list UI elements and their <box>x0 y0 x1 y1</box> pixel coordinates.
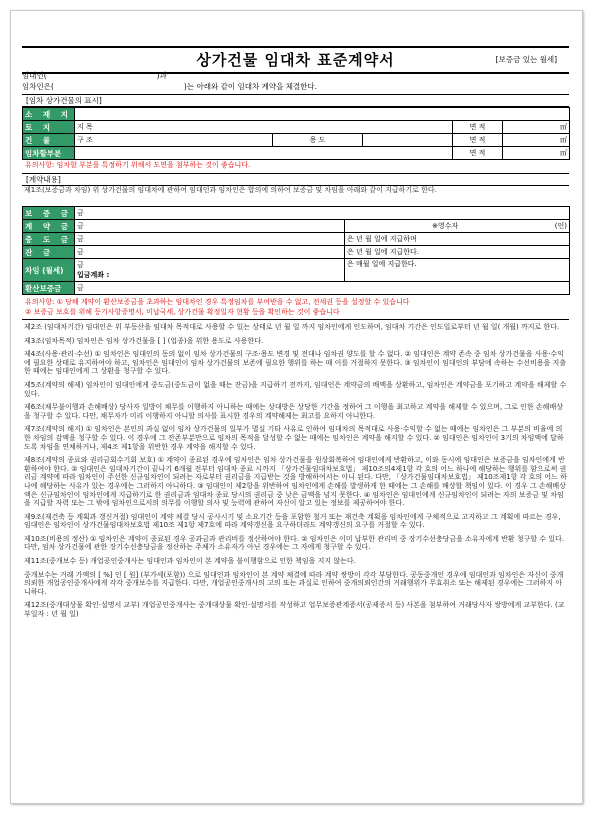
schedule-text: 은 년 월 일에 지급한다. <box>345 246 570 259</box>
amount-field[interactable]: 금 <box>75 220 345 233</box>
table-row <box>23 246 570 259</box>
article-11: 제11조(중개보수 등) 개업공인중개사는 임대인과 임차인이 본 계약을 불이행함으로 인한 책임을 지지 않는다. <box>24 557 356 566</box>
row-label: 임차할부분 <box>23 147 75 160</box>
payment-table <box>22 206 570 295</box>
article-9: 제9조(재건축 등 계획과 갱신거절) 임대인이 계약 체결 당시 공사시기 및 소요기간 등을 포함한 철거 또는 재건축 계획을 임차인에게 구체적으로 고지하고 그 계획에 따르는 경우, 임대인은 임차인이 상가건물임대차보호법 제10조 제1항 제7호에 따라 계약갱신을 요구하더라도 계약갱신의 요구를 거절할 수 있다. <box>24 512 561 530</box>
row-label: 중 도 금 <box>23 233 75 246</box>
receipt-label: ※영수자 <box>432 222 459 230</box>
payment-note-1: 유의사항: ① 당해 계약이 환산보증금을 초과하는 임대차인 경우 특정임차를 부여받을 수 없고, 전세권 등을 설정할 수 있습니다 <box>25 298 410 306</box>
seal-label: (인) <box>554 222 568 230</box>
row-label: 건 물 <box>23 134 75 147</box>
account-label: 입금계좌 : <box>77 271 110 279</box>
table-row <box>23 207 570 220</box>
area-unit[interactable]: ㎡ <box>503 134 570 147</box>
property-heading: [임차 상가건물의 표시] <box>22 94 569 107</box>
row-label: 보 증 금 <box>23 207 75 220</box>
row-label: 차임 (월세) <box>23 259 75 282</box>
table-row <box>23 121 570 134</box>
sub-label: 지 목 <box>75 121 453 134</box>
lessee-line <box>22 82 569 93</box>
lessor-mid: )과 <box>156 71 167 80</box>
article-5: 제5조(계약의 해제) 임차인이 임대인에게 중도금(중도금이 없을 때는 잔금)을 지급하기 전까지, 임대인은 계약금의 배액을 상환하고, 임차인은 계약금을 포기하고 계약을 해제할 수 있다. <box>24 380 567 398</box>
amount-field[interactable]: 금 <box>75 246 345 259</box>
article-2: 제2조 (임대차기간) 임대인은 위 부동산을 임대차 목적대로 사용할 수 있는 상태로 년 월 일 까지 임차인에게 인도하며, 임대차 기간은 인도일로부터 년 월 일( 개월) 까지로 한다. <box>24 323 560 331</box>
article-7: 제7조(계약의 해지) ① 임차인은 본인의 과실 없이 임차 상가건물의 일부가 멸실 기타 사유로 인하여 임대차의 목적대로 사용·수익할 수 없는 때에는 임차인은 그 부분의 비율에 의한 차임의 감액을 청구할 수 있다. 이 경우에 그 잔존부분만으로 임차의 목적을 달성할 수 없는 때에는 임차인은 계약을 해지할 수 있다. ② 임대인은 임차인이 3기의 차임액에 달하도록 차임을 연체하거나, 제4조 제1항을 위반한 경우 계약을 해지할 수 있다. <box>24 425 564 451</box>
parties-block <box>22 71 569 93</box>
table-row <box>23 220 570 233</box>
contract-subtype: [보증금 있는 월세] <box>495 55 557 64</box>
title-bar <box>22 46 569 74</box>
lessee-label: 임차인은( <box>22 82 54 91</box>
article-1: 제1조(보증금과 차임) 위 상가건물의 임대차에 관하여 임대인과 임차인은 합의에 의하여 보증금 및 차임을 아래와 같이 지급하기로 한다. <box>24 186 437 194</box>
row-label: 토 지 <box>23 121 75 134</box>
brokerage-fee: 중개보수는 거래 가액의 [ %] 인 [ 원] (부가세(포함)) 으로 임대인과 임차인이 본 계약 체결에 따라 계약 쌍방이 각각 부담한다. 공동중개인 경우에 임대인과 임차인은 자신이 중개 의뢰한 개업공인중개사에게 각각 중개보수를 지급한다. 다만, 개업공인중개사의 고의 또는 과실로 인하여 중개의뢰인간의 거래행위가 무효취소 또는 해제된 경우에는 그러하지 아니하다. <box>24 570 564 596</box>
area-label: 면 적 <box>453 134 503 147</box>
table-row <box>23 233 570 246</box>
mid-label: 용 도 <box>273 134 363 147</box>
schedule-text: 은 매월 일에 지급한다. <box>345 259 570 282</box>
amount-field[interactable]: 금 <box>75 207 570 220</box>
row-label: 잔 금 <box>23 246 75 259</box>
sub-label: 구 조 <box>75 134 273 147</box>
article-6: 제6조(채무불이행과 손해배상) 당사자 일방이 채무를 이행하지 아니하는 때에는 상대방은 상당한 기간을 정하여 그 이행을 최고하고 계약을 해제할 수 있으며, 그로 인한 손해배상을 청구할 수 있다. 다만, 채무자가 미리 이행하지 아니할 의사를 표시한 경우의 계약해제는 최고를 요하지 아니한다. <box>24 403 563 420</box>
row-label: 소 재 지 <box>23 108 75 121</box>
address-field[interactable] <box>75 108 570 121</box>
document-title: 상가건물 임대차 표준계약서 <box>196 51 395 69</box>
amount-field[interactable]: 금 <box>77 261 84 269</box>
property-note: 유의사항: 임차할 부분을 특정하기 위해서 도면을 첨부하는 것이 좋습니다. <box>25 161 251 169</box>
contract-heading: [계약내용] <box>22 173 569 186</box>
contract-body <box>22 94 569 619</box>
article-4: 제4조(사용·관리·수선) ① 임차인은 임대인의 동의 없이 임차 상가건물의 구조·용도 변경 및 전대나 임차권 양도를 할 수 없다. ② 임대인은 계약 존속 중 임차 상가건물을 사용·수익에 필요한 상태로 유지하여야 하고, 임차인은 임대인이 임차 상가건물의 보존에 필요한 행위를 하는 때 이를 거절하지 못한다. ③ 임차인이 임대인의 부담에 속하는 수선비용을 지출한 때에는 임대인에게 그 상환을 청구할 수 있다. <box>24 350 567 376</box>
lessor-line <box>22 71 569 82</box>
article-12: 제12조(중개대상물 확인·설명서 교부) 개업공인중개사는 중개대상물 확인·설명서를 작성하고 업무보증관계증서(공제증서 등) 사본을 첨부하여 거래당사자 쌍방에게 교부한다. (교부일자 : 년 월 일) <box>24 601 565 619</box>
schedule-text: 은 년 월 일에 지급하며 <box>345 233 570 246</box>
area-label: 면 적 <box>453 121 503 134</box>
table-row <box>23 147 570 160</box>
amount-field[interactable]: 금 <box>75 233 345 246</box>
property-table <box>22 107 570 160</box>
article-8: 제8조(계약의 종료와 권리금회수기회 보호) ① 계약이 종료된 경우에 임차인은 임차 상가건물을 원상회복하여 임대인에게 반환하고, 이와 동시에 임대인은 보증금을 임차인에게 반환하여야 한다. ② 임대인은 임대차기간이 끝나기 6개월 전부터 임대차 종료 시까지 「상가건물임대차보호법」 제10조의4제1항 각 호의 어느 하나에 해당하는 행위를 함으로써 권리금 계약에 따라 임차인이 주선한 신규임차인이 되려는 자로부터 권리금을 지급받는 것을 방해하여서는 아니 된다. 다만, 「상가건물임대차보호법」 제10조제1항 각 호의 어느 하나에 해당하는 사유가 있는 경우에는 그러하지 아니하다. ③ 임대인이 제2항을 위반하여 임차인에게 손해를 발생하게 한 때에는 그 손해를 배상할 책임이 있다. 이 경우 그 손해배상액은 신규임차인이 임차인에게 지급하기로 한 권리금과 임대차 종료 당시의 권리금 중 낮은 금액을 넘지 못한다. ④ 임차인은 임대인에게 신규임차인이 되려는 자의 보증금 및 차임을 지급할 자력 또는 그 밖에 임차인으로서의 의무를 이행할 의사 및 능력에 관하여 자신이 알고 있는 정보를 제공하여야 한다. <box>24 456 567 508</box>
area-unit[interactable]: ㎡ <box>503 147 570 160</box>
amount-field[interactable]: 금 <box>75 282 570 295</box>
row-label: 환산보증금 <box>23 282 75 295</box>
use-field[interactable] <box>363 134 453 147</box>
table-row <box>23 134 570 147</box>
table-row <box>23 282 570 295</box>
article-10: 제10조(비용의 정산) ① 임차인은 계약이 종료된 경우 공과금과 관리비를 정산하여야 한다. ② 임차인은 이미 납부한 관리비 중 장기수선충당금을 소유자에게 반환 청구할 수 있다. 다만, 임차 상가건물에 관한 장기수선충당금을 정산하는 주체가 소유자가 아닌 경우에는 그 자에게 청구할 수 있다. <box>24 534 565 552</box>
portion-field[interactable] <box>75 147 453 160</box>
area-label: 면 적 <box>453 147 503 160</box>
payment-note-2: ② 보증금 보호를 위해 등기사항증명서, 미납국세, 상가건물 확정일자 현황 등을 확인하는 것이 좋습니다 <box>25 308 340 316</box>
table-row <box>23 259 570 282</box>
divider <box>22 319 569 320</box>
articles-block <box>22 323 569 619</box>
table-row <box>23 108 570 121</box>
row-label: 계 약 금 <box>23 220 75 233</box>
rent-cell[interactable] <box>75 259 345 282</box>
lessor-label: 임대인( <box>22 71 47 80</box>
article-3: 제3조(임차목적) 임차인은 임차 상가건물을 [ ] (업종)을 위한 용도로 사용한다. <box>24 336 264 345</box>
lessee-tail: )는 아래와 같이 임대차 계약을 체결한다. <box>183 82 318 91</box>
area-unit[interactable]: ㎡ <box>503 121 570 134</box>
receipt-cell <box>345 220 570 233</box>
